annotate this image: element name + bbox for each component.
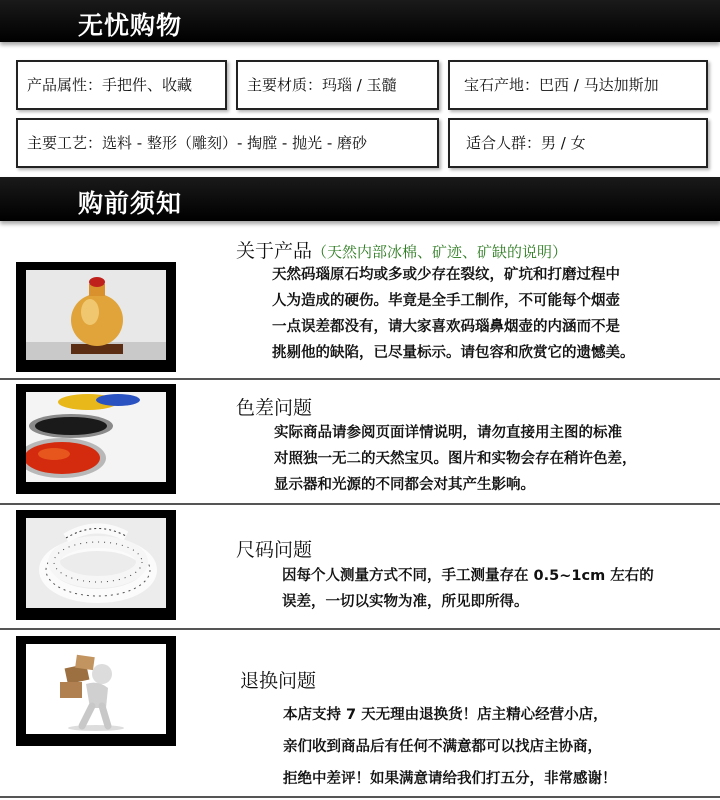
attr-craft: 主要工艺：选料 - 整形（雕刻）- 掏膛 - 抛光 - 磨砂 <box>16 118 439 168</box>
notice-banner <box>0 177 720 221</box>
body-line: 拒绝中差评！如果满意请给我们打五分，非常感谢！ <box>283 771 617 787</box>
section-image-returns <box>16 636 176 746</box>
section-divider <box>0 378 720 380</box>
body-line: 显示器和光源的不同都会对其产生影响。 <box>274 477 535 493</box>
snuff-bottle-icon <box>26 270 166 360</box>
notice-title: 购前须知 <box>78 189 183 218</box>
body-line: 天然码瑙原石均或多或少存在裂纹，矿坑和打磨过程中 <box>272 267 620 283</box>
attr-origin: 宝石产地：巴西 / 马达加斯加 <box>448 60 708 110</box>
body-line: 实际商品请参阅页面详情说明，请勿直接用主图的标准 <box>274 425 622 441</box>
body-line: 误差，一切以实物为准，所见即所得。 <box>282 594 529 610</box>
attr-property: 产品属性：手把件、收藏 <box>16 60 227 110</box>
section-divider <box>0 796 720 798</box>
section-title-returns: 退换问题 <box>240 670 317 692</box>
section-body-size <box>282 563 654 615</box>
paint-cans-icon <box>26 392 166 482</box>
section-title-size: 尺码问题 <box>236 539 313 561</box>
section-body-product <box>272 262 635 366</box>
section-image-size <box>16 510 176 620</box>
attr-audience: 适合人群：男 / 女 <box>448 118 708 168</box>
section-title-color: 色差问题 <box>236 397 313 419</box>
section-title-product <box>236 236 567 263</box>
section-body-returns <box>283 699 617 795</box>
section-image-color <box>16 384 176 494</box>
body-line: 因每个人测量方式不同，手工测量存在 0.5~1cm 左右的 <box>282 568 654 584</box>
section-subtitle: （天然内部冰棉、矿迹、矿缺的说明） <box>312 243 568 261</box>
attr-material: 主要材质：玛瑙 / 玉髓 <box>236 60 439 110</box>
body-line: 亲们收到商品后有任何不满意都可以找店主协商， <box>283 739 602 755</box>
body-line: 本店支持 7 天无理由退换货！店主精心经营小店， <box>283 707 608 723</box>
section-image-product <box>16 262 176 372</box>
body-line: 一点误差都没有，请大家喜欢码瑙鼻烟壶的内涵而不是 <box>272 319 620 335</box>
section-divider <box>0 628 720 630</box>
section-body-color <box>274 420 637 498</box>
section-title-text: 关于产品 <box>236 240 313 262</box>
section-divider <box>0 503 720 505</box>
person-carrying-boxes-icon <box>26 644 166 734</box>
body-line: 对照独一无二的天然宝贝。图片和实物会存在稍许色差， <box>274 451 637 467</box>
header-title: 无忧购物 <box>78 11 183 40</box>
body-line: 人为造成的硬伤。毕竟是全手工制作，不可能每个烟壶 <box>272 293 620 309</box>
body-line: 挑剔他的缺陷，已尽量标示。请包容和欣赏它的遗憾美。 <box>272 345 635 361</box>
header-banner <box>0 0 720 42</box>
measuring-tape-icon <box>26 518 166 608</box>
